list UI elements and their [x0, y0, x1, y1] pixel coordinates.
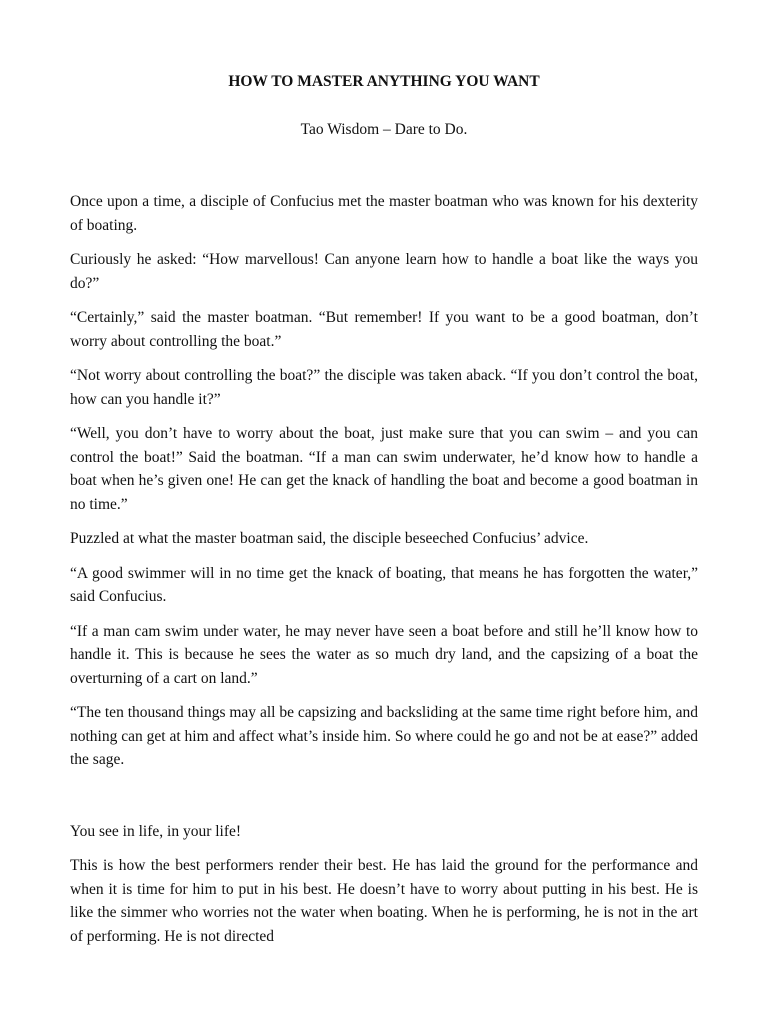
paragraph-9: “The ten thousand things may all be capsizing and backsliding at the same time right before him, and nothing can get at him and affect what’s inside him. So where could he go and not be at ease?” added the sage. [70, 704, 698, 768]
document-page [70, 70, 698, 959]
paragraph-10: You see in life, in your life! [70, 822, 242, 840]
paragraph-6: Puzzled at what the master boatman said, the disciple beseeched Confucius’ advice. [70, 530, 589, 547]
document-subtitle: Tao Wisdom – Dare to Do. [300, 121, 468, 138]
document-title: HOW TO MASTER ANYTHING YOU WANT [228, 73, 540, 90]
paragraph-2: Curiously he asked: “How marvellous! Can anyone learn how to handle a boat like the ways you do?” [70, 251, 698, 292]
paragraph-8: “If a man cam swim under water, he may never have seen a boat before and still he’ll know how to handle it. This is because he sees the water as so much dry land, and the capsizing of a boat the overturning of a cart on land.” [70, 622, 698, 687]
paragraph-7: “A good swimmer will in no time get the knack of boating, that means he has forgotten the water,” said Confucius. [70, 564, 698, 605]
paragraph-1: Once upon a time, a disciple of Confucius met the master boatman who was known for his dexterity of boating. [70, 193, 698, 234]
paragraph-3: “Certainly,” said the master boatman. “But remember! If you want to be a good boatman, don’t worry about controlling the boat.” [70, 309, 698, 350]
paragraph-4: “Not worry about controlling the boat?” the disciple was taken aback. “If you don’t control the boat, how can you handle it?” [70, 367, 698, 408]
paragraph-11: This is how the best performers render their best. He has laid the ground for the performance and when it is time for him to put in his best. He doesn’t have to worry about putting in his best. He is like the simmer who worries not the water when boating. When he is performing, he is not in the art of performing. He is not directed [70, 857, 698, 945]
paragraph-5: “Well, you don’t have to worry about the boat, just make sure that you can swim – and you can control the boat!” Said the boatman. “If a man can swim underwater, he’d know how to handle a boat when he’s given one! He can get the knack of handling the boat and become a good boatman in no time.” [70, 425, 698, 513]
